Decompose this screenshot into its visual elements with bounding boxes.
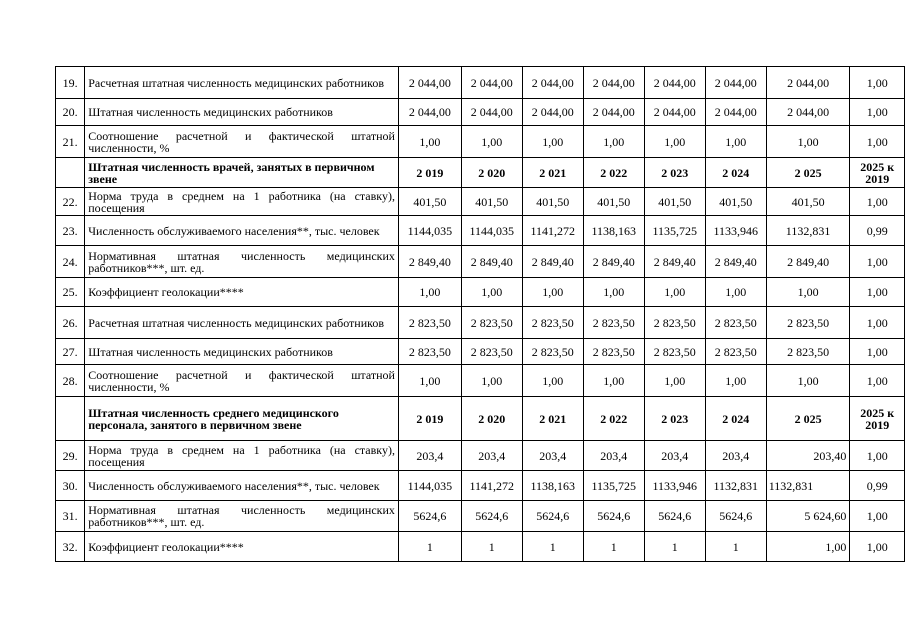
value-cell: 203,4 <box>522 441 583 471</box>
value-cell: 2 023 <box>644 158 705 188</box>
value-cell: 2 823,50 <box>522 307 583 339</box>
value-cell: 401,50 <box>583 188 644 216</box>
value-cell: 1 <box>583 532 644 562</box>
row-description: Нормативная штатная численность медицинских работников***, шт. ед. <box>85 246 399 278</box>
value-cell: 2 024 <box>705 158 766 188</box>
value-cell: 1138,163 <box>522 471 583 501</box>
value-cell: 2 044,00 <box>461 99 522 126</box>
value-cell: 2 849,40 <box>705 246 766 278</box>
value-cell: 2 024 <box>705 397 766 441</box>
value-cell: 2 021 <box>522 397 583 441</box>
table-row <box>56 365 905 397</box>
value-cell: 2 849,40 <box>398 246 461 278</box>
value-cell: 401,50 <box>766 188 850 216</box>
value-cell: 2 044,00 <box>766 67 850 99</box>
value-cell: 5624,6 <box>461 501 522 532</box>
value-cell: 1 <box>398 532 461 562</box>
ratio-cell: 1,00 <box>850 126 905 158</box>
value-cell: 2 849,40 <box>461 246 522 278</box>
value-cell: 1 <box>522 532 583 562</box>
value-cell: 2 044,00 <box>583 67 644 99</box>
value-cell: 2 021 <box>522 158 583 188</box>
table-row <box>56 307 905 339</box>
ratio-cell: 1,00 <box>850 339 905 365</box>
value-cell: 5624,6 <box>644 501 705 532</box>
data-table <box>55 66 905 562</box>
row-description: Штатная численность среднего медицинского персонала, занятого в первичном звене <box>85 397 399 441</box>
value-cell: 1,00 <box>461 365 522 397</box>
value-cell: 2 020 <box>461 158 522 188</box>
value-cell: 1,00 <box>766 365 850 397</box>
ratio-cell: 2025 к 2019 <box>850 158 905 188</box>
value-cell: 203,4 <box>705 441 766 471</box>
value-cell: 2 044,00 <box>398 99 461 126</box>
value-cell: 1132,831 <box>766 216 850 246</box>
value-cell: 2 019 <box>398 158 461 188</box>
value-cell: 2 044,00 <box>766 99 850 126</box>
value-cell: 203,40 <box>766 441 850 471</box>
table-row <box>56 501 905 532</box>
row-number <box>56 158 85 188</box>
value-cell: 2 823,50 <box>398 339 461 365</box>
value-cell: 1,00 <box>583 278 644 307</box>
row-description: Штатная численность медицинских работников <box>85 339 399 365</box>
value-cell: 5624,6 <box>705 501 766 532</box>
value-cell: 401,50 <box>398 188 461 216</box>
value-cell: 2 823,50 <box>461 339 522 365</box>
value-cell: 2 849,40 <box>644 246 705 278</box>
value-cell: 2 823,50 <box>766 307 850 339</box>
value-cell: 2 020 <box>461 397 522 441</box>
ratio-cell: 1,00 <box>850 532 905 562</box>
value-cell: 1,00 <box>766 532 850 562</box>
table-row <box>56 188 905 216</box>
table-row <box>56 339 905 365</box>
value-cell: 2 044,00 <box>461 67 522 99</box>
value-cell: 2 823,50 <box>766 339 850 365</box>
row-description: Норма труда в среднем на 1 работника (на ставку), посещения <box>85 441 399 471</box>
value-cell: 1,00 <box>583 126 644 158</box>
value-cell: 2 823,50 <box>644 339 705 365</box>
value-cell: 2 022 <box>583 158 644 188</box>
ratio-cell: 1,00 <box>850 501 905 532</box>
value-cell: 1132,831 <box>705 471 766 501</box>
value-cell: 1144,035 <box>398 471 461 501</box>
value-cell: 1,00 <box>522 126 583 158</box>
value-cell: 2 019 <box>398 397 461 441</box>
row-number: 23. <box>56 216 85 246</box>
value-cell: 5 624,60 <box>766 501 850 532</box>
value-cell: 1,00 <box>398 365 461 397</box>
ratio-cell: 1,00 <box>850 246 905 278</box>
value-cell: 1 <box>644 532 705 562</box>
section-header-row <box>56 158 905 188</box>
value-cell: 2 044,00 <box>644 67 705 99</box>
ratio-cell: 1,00 <box>850 99 905 126</box>
ratio-cell: 1,00 <box>850 278 905 307</box>
value-cell: 203,4 <box>583 441 644 471</box>
table-row <box>56 126 905 158</box>
row-number: 25. <box>56 278 85 307</box>
value-cell: 2 849,40 <box>766 246 850 278</box>
ratio-cell: 2025 к 2019 <box>850 397 905 441</box>
row-number: 30. <box>56 471 85 501</box>
table-row <box>56 216 905 246</box>
value-cell: 2 849,40 <box>522 246 583 278</box>
value-cell: 2 823,50 <box>522 339 583 365</box>
value-cell: 1141,272 <box>461 471 522 501</box>
value-cell: 2 022 <box>583 397 644 441</box>
value-cell: 203,4 <box>398 441 461 471</box>
ratio-cell: 1,00 <box>850 365 905 397</box>
value-cell: 2 823,50 <box>583 307 644 339</box>
value-cell: 1,00 <box>766 278 850 307</box>
row-number: 19. <box>56 67 85 99</box>
value-cell: 1,00 <box>705 278 766 307</box>
value-cell: 401,50 <box>461 188 522 216</box>
table-row <box>56 246 905 278</box>
value-cell: 1144,035 <box>398 216 461 246</box>
value-cell: 1132,831 <box>766 471 850 501</box>
table-row <box>56 441 905 471</box>
row-description: Расчетная штатная численность медицинских работников <box>85 307 399 339</box>
value-cell: 1,00 <box>644 126 705 158</box>
row-description: Численность обслуживаемого населения**, тыс. человек <box>85 471 399 501</box>
value-cell: 1141,272 <box>522 216 583 246</box>
row-description: Норма труда в среднем на 1 работника (на ставку), посещения <box>85 188 399 216</box>
value-cell: 1135,725 <box>583 471 644 501</box>
row-number: 21. <box>56 126 85 158</box>
value-cell: 1,00 <box>522 278 583 307</box>
value-cell: 1,00 <box>461 126 522 158</box>
value-cell: 2 044,00 <box>705 99 766 126</box>
value-cell: 1,00 <box>705 365 766 397</box>
row-number: 26. <box>56 307 85 339</box>
value-cell: 401,50 <box>705 188 766 216</box>
row-description: Расчетная штатная численность медицинских работников <box>85 67 399 99</box>
row-description: Численность обслуживаемого населения**, тыс. человек <box>85 216 399 246</box>
value-cell: 2 823,50 <box>461 307 522 339</box>
ratio-cell: 1,00 <box>850 307 905 339</box>
value-cell: 1,00 <box>398 278 461 307</box>
row-number: 32. <box>56 532 85 562</box>
value-cell: 1,00 <box>644 278 705 307</box>
ratio-cell: 1,00 <box>850 441 905 471</box>
value-cell: 5624,6 <box>522 501 583 532</box>
row-number: 29. <box>56 441 85 471</box>
value-cell: 2 044,00 <box>398 67 461 99</box>
value-cell: 1135,725 <box>644 216 705 246</box>
row-description: Коэффициент геолокации**** <box>85 278 399 307</box>
value-cell: 1,00 <box>766 126 850 158</box>
value-cell: 1133,946 <box>705 216 766 246</box>
table-row <box>56 99 905 126</box>
ratio-cell: 1,00 <box>850 67 905 99</box>
value-cell: 2 823,50 <box>644 307 705 339</box>
row-number: 31. <box>56 501 85 532</box>
value-cell: 5624,6 <box>583 501 644 532</box>
value-cell: 1,00 <box>644 365 705 397</box>
value-cell: 1,00 <box>398 126 461 158</box>
value-cell: 2 044,00 <box>705 67 766 99</box>
value-cell: 1133,946 <box>644 471 705 501</box>
row-description: Соотношение расчетной и фактической штатной численности, % <box>85 126 399 158</box>
value-cell: 2 044,00 <box>644 99 705 126</box>
table-row <box>56 532 905 562</box>
row-number <box>56 397 85 441</box>
value-cell: 2 823,50 <box>398 307 461 339</box>
row-number: 22. <box>56 188 85 216</box>
row-description: Штатная численность медицинских работников <box>85 99 399 126</box>
value-cell: 1,00 <box>522 365 583 397</box>
section-header-row <box>56 397 905 441</box>
row-description: Соотношение расчетной и фактической штатной численности, % <box>85 365 399 397</box>
table-row <box>56 471 905 501</box>
row-number: 28. <box>56 365 85 397</box>
value-cell: 203,4 <box>644 441 705 471</box>
value-cell: 1,00 <box>461 278 522 307</box>
value-cell: 2 823,50 <box>705 307 766 339</box>
value-cell: 2 025 <box>766 397 850 441</box>
value-cell: 1138,163 <box>583 216 644 246</box>
value-cell: 401,50 <box>644 188 705 216</box>
value-cell: 2 023 <box>644 397 705 441</box>
table-row <box>56 278 905 307</box>
value-cell: 1144,035 <box>461 216 522 246</box>
value-cell: 5624,6 <box>398 501 461 532</box>
row-description: Коэффициент геолокации**** <box>85 532 399 562</box>
ratio-cell: 0,99 <box>850 471 905 501</box>
value-cell: 2 823,50 <box>705 339 766 365</box>
value-cell: 2 044,00 <box>522 99 583 126</box>
value-cell: 203,4 <box>461 441 522 471</box>
ratio-cell: 0,99 <box>850 216 905 246</box>
value-cell: 2 044,00 <box>522 67 583 99</box>
row-number: 27. <box>56 339 85 365</box>
table-row <box>56 67 905 99</box>
value-cell: 2 823,50 <box>583 339 644 365</box>
row-description: Штатная численность врачей, занятых в первичном звене <box>85 158 399 188</box>
value-cell: 1 <box>705 532 766 562</box>
value-cell: 2 044,00 <box>583 99 644 126</box>
value-cell: 1 <box>461 532 522 562</box>
ratio-cell: 1,00 <box>850 188 905 216</box>
row-description: Нормативная штатная численность медицинских работников***, шт. ед. <box>85 501 399 532</box>
row-number: 24. <box>56 246 85 278</box>
value-cell: 401,50 <box>522 188 583 216</box>
value-cell: 2 849,40 <box>583 246 644 278</box>
row-number: 20. <box>56 99 85 126</box>
value-cell: 2 025 <box>766 158 850 188</box>
value-cell: 1,00 <box>583 365 644 397</box>
value-cell: 1,00 <box>705 126 766 158</box>
